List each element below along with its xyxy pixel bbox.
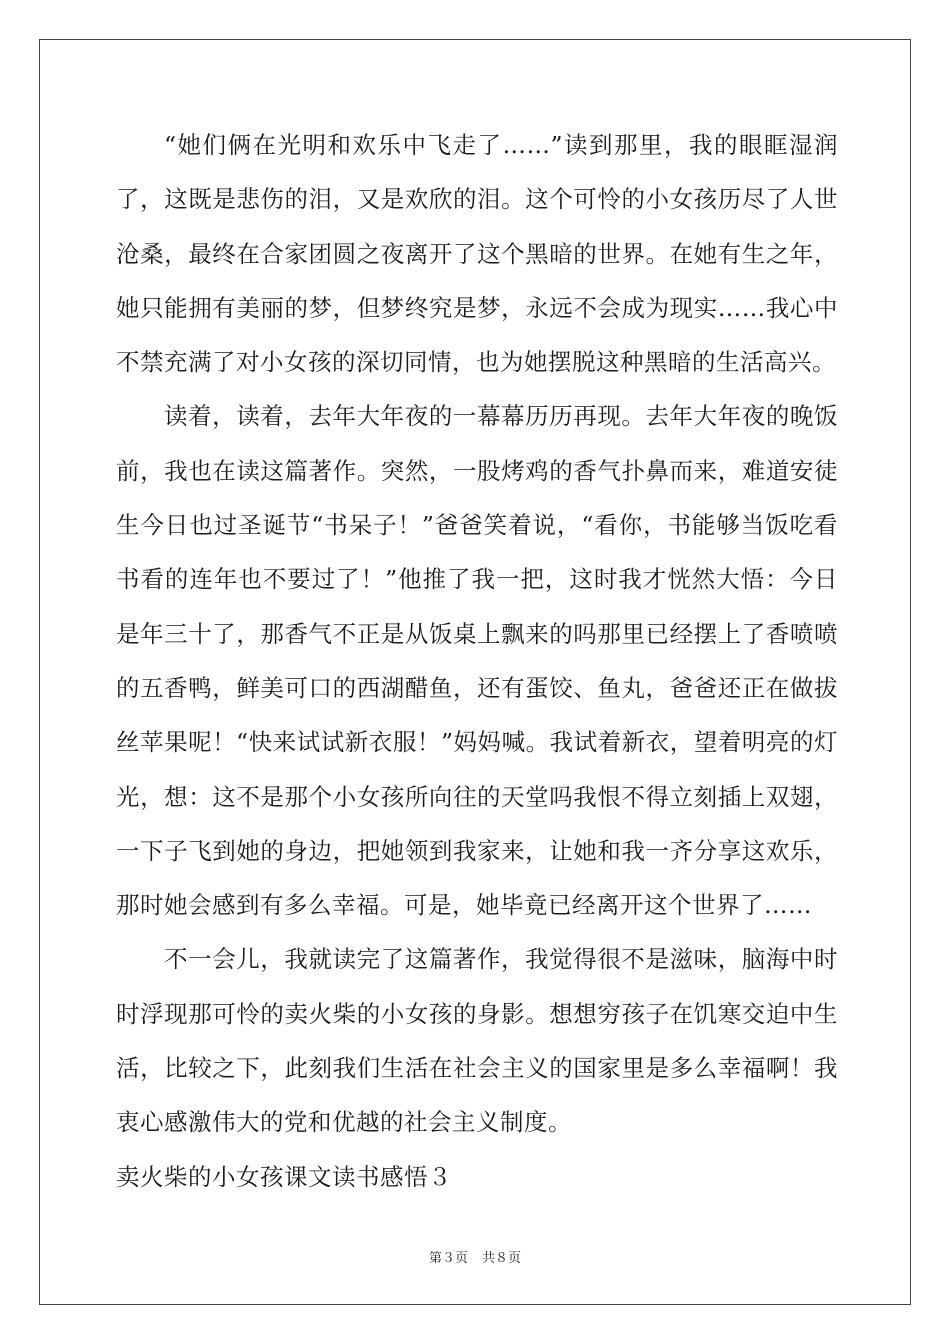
section-heading: 卖火柴的小女孩课文读书感悟３ xyxy=(116,1162,452,1191)
page-footer xyxy=(0,1247,950,1266)
page-total: 共８页 xyxy=(482,1251,522,1266)
paragraph-2: 读着，读着，去年大年夜的一幕幕历历再现。去年大年夜的晚饭前，我也在读这篇著作。突然，一股烤鸡的香气扑鼻而来，难道安徒生今日也过圣诞节“书呆子！”爸爸笑着说，“看你，书能够当饭吃看书看的连年也不要过了！”他推了我一把，这时我才恍然大悟：今日是年三十了，那香气不正是从饭桌上飘来的吗那里已经摆上了香喷喷的五香鸭，鲜美可口的西湖醋鱼，还有蛋饺、鱼丸，爸爸还正在做拔丝苹果呢！“快来试试新衣服！”妈妈喊。我试着新衣，望着明亮的灯光，想：这不是那个小女孩所向往的天堂吗我恨不得立刻插上双翅，一下子飞到她的身边，把她领到我家来，让她和我一齐分享这欢乐，那时她会感到有多么幸福。可是，她毕竟已经离开这个世界了…… xyxy=(116,402,838,920)
document-body xyxy=(116,118,838,1204)
paragraph-1: “她们俩在光明和欢乐中飞走了……”读到那里，我的眼眶湿润了，这既是悲伤的泪，又是欢欣的泪。这个可怜的小女孩历尽了人世沧桑，最终在合家团圆之夜离开了这个黑暗的世界。在她有生之年，她只能拥有美丽的梦，但梦终究是梦，永远不会成为现实……我心中不禁充满了对小女孩的深切同情，也为她摆脱这种黑暗的生活高兴。 xyxy=(116,131,838,377)
paragraph-3: 不一会儿，我就读完了这篇著作，我觉得很不是滋味，脑海中时时浮现那可怜的卖火柴的小女孩的身影。想想穷孩子在饥寒交迫中生活，比较之下，此刻我们生活在社会主义的国家里是多么幸福啊！我衷心感激伟大的党和优越的社会主义制度。 xyxy=(116,945,838,1137)
page-number: 第３页 xyxy=(428,1251,468,1266)
